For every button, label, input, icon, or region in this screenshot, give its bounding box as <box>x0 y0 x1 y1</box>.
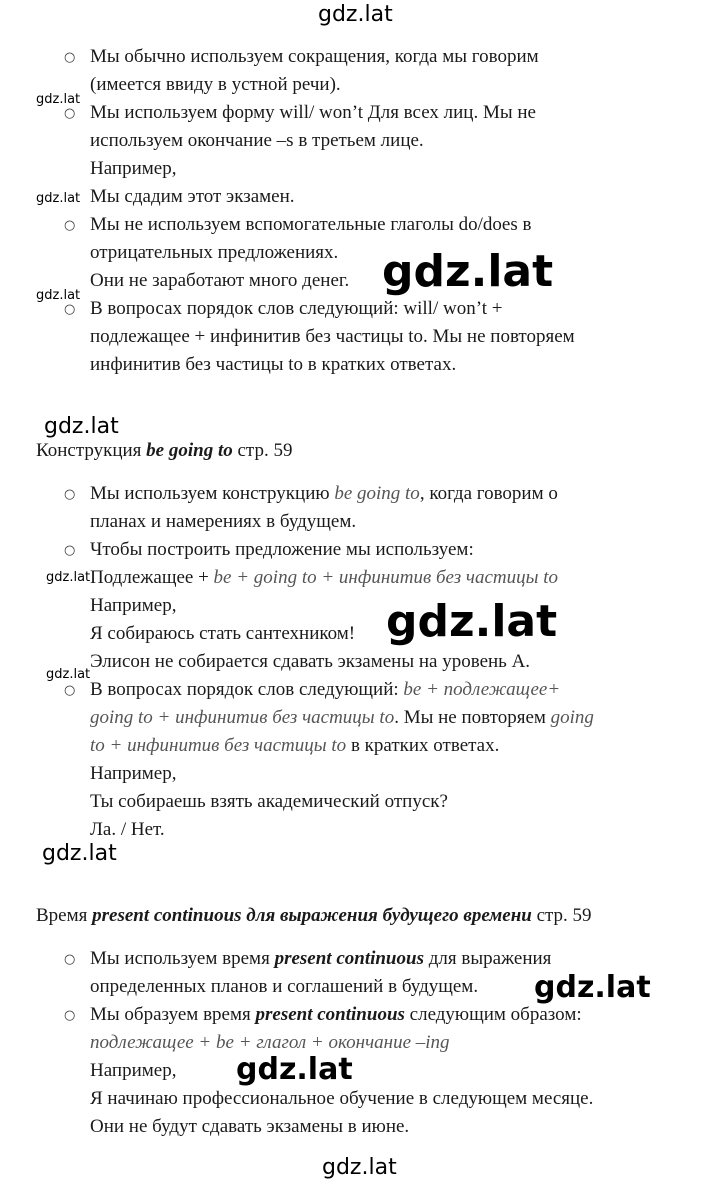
text-line: Они не будут сдавать экзамены в июне. <box>90 1116 410 1137</box>
text-line: Элисон не собирается сдавать экзамены на уровень А. <box>90 651 531 672</box>
bullet-icon: ○ <box>64 218 76 233</box>
bullet-icon: ○ <box>64 543 76 558</box>
text-line: Подлежащее + be + going to + инфинитив без частицы to <box>90 567 558 588</box>
text-line: going to + инфинитив без частицы to. Мы не повторяем going <box>90 707 594 728</box>
text-line: Мы обычно используем сокращения, когда мы говорим <box>90 46 539 67</box>
text-line: Чтобы построить предложение мы используем: <box>90 539 474 560</box>
text-line: В вопросах порядок слов следующий: will/ won’t + <box>90 298 503 319</box>
watermark-large: gdz.lat <box>386 596 558 647</box>
text-line: планах и намерениях в будущем. <box>90 511 357 532</box>
text-line: Ла. / Нет. <box>90 819 165 840</box>
watermark-small: gdz.lat <box>36 92 81 107</box>
text-line: Например, <box>90 158 177 179</box>
text-line: Мы используем время present continuous для выражения <box>90 948 552 969</box>
text-line: Например, <box>90 763 177 784</box>
text-line: Мы не используем вспомогательные глаголы do/does в <box>90 214 532 235</box>
watermark-top: gdz.lat <box>318 2 393 27</box>
watermark-medium: gdz.lat <box>42 841 117 866</box>
text-line: Я начинаю профессиональное обучение в следующем месяце. <box>90 1088 594 1109</box>
text-line: подлежащее + be + глагол + окончание –ing <box>90 1032 450 1053</box>
text-line: (имеется ввиду в устной речи). <box>90 74 341 95</box>
watermark-large: gdz.lat <box>534 970 651 1005</box>
text-line: Мы образуем время present continuous следующим образом: <box>90 1004 582 1025</box>
watermark-bottom: gdz.lat <box>322 1155 397 1180</box>
bullet-icon: ○ <box>64 952 76 967</box>
bullet-icon: ○ <box>64 106 76 121</box>
section-heading: Конструкция be going to стр. 59 <box>36 440 293 461</box>
text-line: Ты собираешь взять академический отпуск? <box>90 791 448 812</box>
text-line: Мы сдадим этот экзамен. <box>90 186 295 207</box>
watermark-small: gdz.lat <box>36 191 81 206</box>
text-line: Например, <box>90 595 177 616</box>
text-line: to + инфинитив без частицы to в кратких ответах. <box>90 735 500 756</box>
text-line: Мы используем конструкцию be going to, когда говорим о <box>90 483 558 504</box>
watermark-small: gdz.lat <box>46 570 91 585</box>
bullet-icon: ○ <box>64 50 76 65</box>
watermark-small: gdz.lat <box>36 288 81 303</box>
text-line: В вопросах порядок слов следующий: be + подлежащее+ <box>90 679 561 700</box>
watermark-small: gdz.lat <box>46 667 91 682</box>
text-line: подлежащее + инфинитив без частицы to. Мы не повторяем <box>90 326 575 347</box>
text-line: Они не заработают много денег. <box>90 270 350 291</box>
text-line: Я собираюсь стать сантехником! <box>90 623 356 644</box>
bullet-icon: ○ <box>64 487 76 502</box>
watermark-large: gdz.lat <box>382 246 554 297</box>
section-heading: Время present continuous для выражения будущего времени стр. 59 <box>36 905 592 926</box>
text-line: отрицательных предложениях. <box>90 242 339 263</box>
bullet-icon: ○ <box>64 1008 76 1023</box>
text-line: используем окончание –s в третьем лице. <box>90 130 424 151</box>
text-line: определенных планов и соглашений в будущем. <box>90 976 479 997</box>
text-line: Например, <box>90 1060 177 1081</box>
text-line: Мы используем форму will/ won’t Для всех лиц. Мы не <box>90 102 536 123</box>
watermark-medium: gdz.lat <box>44 414 119 439</box>
bullet-icon: ○ <box>64 683 76 698</box>
bullet-icon: ○ <box>64 302 76 317</box>
text-line: инфинитив без частицы to в кратких ответах. <box>90 354 457 375</box>
watermark-large: gdz.lat <box>236 1052 353 1087</box>
